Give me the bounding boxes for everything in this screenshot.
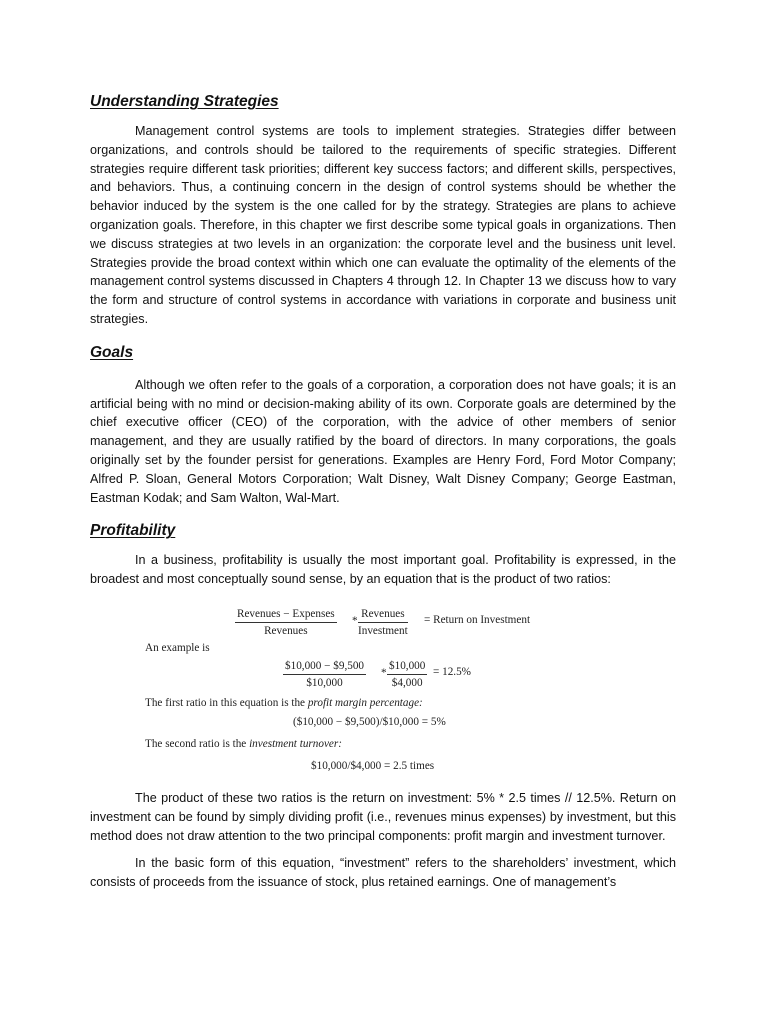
heading-goals: Goals	[90, 343, 134, 361]
multiply-sign: *	[381, 666, 387, 679]
example-result: = 12.5%	[433, 665, 472, 678]
heading-profitability: Profitability	[90, 522, 176, 540]
example-fraction-margin	[283, 659, 366, 690]
after-formula-text	[90, 789, 676, 892]
fraction-profit-margin	[235, 607, 337, 638]
paragraph-profitability: In a business, profitability is usually the most important goal. Profitability is expressed, in the broadest and most conceptually sound sense, by an equation that is the product of two ratios:	[90, 553, 676, 587]
heading-understanding-strategies: Understanding Strategies	[90, 93, 279, 110]
fraction-numerator: $10,000	[387, 659, 427, 675]
first-ratio-text: The first ratio in this equation is the profit margin percentage:	[145, 696, 423, 709]
fraction-denominator: Revenues	[264, 624, 308, 637]
formula-result: = Return on Investment	[424, 613, 531, 626]
second-ratio-text: The second ratio is the investment turnover:	[145, 737, 342, 750]
fraction-numerator: Revenues	[358, 607, 408, 623]
paragraph-strategies: Management control systems are tools to implement strategies. Strategies differ between organizations, and controls should be tailored to the requirements of specific strategies. Different strategies require different task priorities; different key success factors; and different skills, perspectives, and behaviors. Thus, a continuing concern in the design of control systems should be whether the behavior induced by the system is the one called for by the strategy. Strategies are plans to achieve organization goals. Therefore, in this chapter we first describe some typical goals in organizations. Then we discuss strategies at two levels in an organization: the corporate level and the business unit level. Strategies provide the broad context within which one can evaluate the optimality of the elements of the management control systems discussed in Chapters 4 through 12. In Chapter 13 we discuss how to vary the form and structure of control systems in accordance with variations in corporate and business unit strategies.	[90, 124, 676, 326]
fraction-denominator: $10,000	[306, 676, 343, 689]
fraction-denominator: Investment	[358, 624, 408, 637]
first-ratio-calc: ($10,000 − $9,500)/$10,000 = 5%	[293, 715, 446, 728]
fraction-numerator: Revenues − Expenses	[235, 607, 337, 623]
example-label: An example is	[145, 641, 210, 654]
page-content	[90, 92, 676, 892]
paragraph-goals: Although we often refer to the goals of a corporation, a corporation does not have goals; it is an artificial being with no mind or decision-making ability of its own. Corporate goals are determined by the chief executive officer (CEO) of the corporation, with the advice of other members of senior management, and they are usually ratified by the board of directors. In many corporations, the goals originally set by the founder persist for generations. Examples are Henry Ford, Ford Motor Company; Alfred P. Sloan, General Motors Corporation; Walt Disney, Walt Disney Company; George Eastman, Eastman Kodak; and Sam Walton, Wal-Mart.	[90, 377, 676, 505]
example-fraction-turnover	[387, 659, 427, 690]
fraction-numerator: $10,000 − $9,500	[283, 659, 366, 675]
multiply-sign: *	[352, 614, 358, 627]
roi-formula-figure	[90, 607, 676, 777]
fraction-turnover	[358, 607, 408, 638]
second-ratio-calc: $10,000/$4,000 = 2.5 times	[311, 759, 435, 772]
paragraph-roi-product: The product of these two ratios is the return on investment: 5% * 2.5 times // 12.5%. Return on investment can be found by simply dividing profit (i.e., revenues minus expenses) by investment, but this method does not draw attention to the two principal components: profit margin and investment turnover.	[90, 790, 676, 843]
fraction-denominator: $4,000	[391, 676, 423, 689]
paragraph-investment-definition: In the basic form of this equation, “investment” refers to the shareholders’ investment, which consists of proceeds from the issuance of stock, plus retained earnings. One of management’s	[90, 856, 676, 890]
